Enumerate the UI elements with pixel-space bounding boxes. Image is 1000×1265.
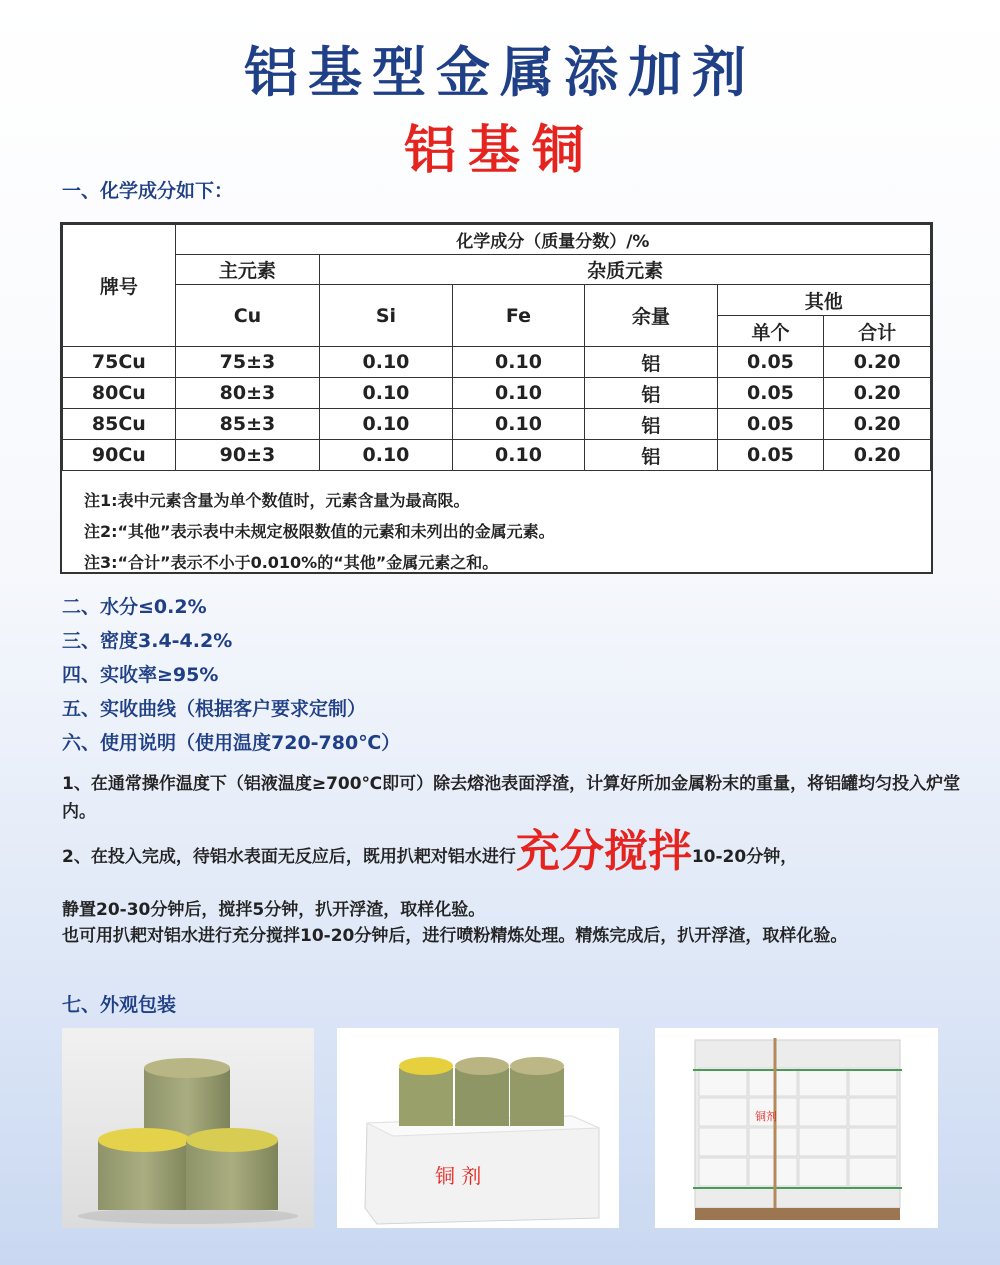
header-si: Si [320, 285, 453, 347]
cell-remainder: 铝 [585, 347, 717, 378]
header-fe: Fe [452, 285, 585, 347]
box-label: 铜 剂 [435, 1164, 482, 1188]
note-2: 注2:“其他”表示表中未规定极限数值的元素和未列出的金属元素。 [84, 522, 555, 541]
emphasis-stir: 充分搅拌 [515, 826, 692, 877]
header-impurity: 杂质元素 [320, 255, 931, 285]
header-single: 单个 [717, 316, 824, 347]
cell-si: 0.10 [320, 409, 453, 440]
table-row [63, 409, 931, 440]
cell-cu: 75±3 [175, 347, 320, 378]
cell-total: 0.20 [824, 409, 931, 440]
spec-recovery-curve: 五、实收曲线（根据客户要求定制） [62, 698, 367, 720]
cell-fe: 0.10 [452, 440, 585, 471]
header-cu: Cu [175, 285, 320, 347]
cell-cu: 80±3 [175, 378, 320, 409]
photo-pallet [655, 1028, 938, 1228]
spec-usage-heading: 六、使用说明（使用温度720-780℃） [62, 732, 401, 754]
cell-fe: 0.10 [452, 347, 585, 378]
spec-density: 三、密度3.4-4.2% [62, 630, 233, 652]
table-row [63, 347, 931, 378]
box-illustration [337, 1028, 619, 1228]
cell-fe: 0.10 [452, 378, 585, 409]
header-main-element: 主元素 [175, 255, 320, 285]
cell-total: 0.20 [824, 347, 931, 378]
cell-brand: 75Cu [63, 347, 176, 378]
spec-recovery-rate: 四、实收率≥95% [62, 664, 219, 686]
cell-remainder: 铝 [585, 409, 717, 440]
table-row [63, 440, 931, 471]
pallet-box-label: 铜剂 [755, 1110, 777, 1123]
cell-cu: 90±3 [175, 440, 320, 471]
cell-total: 0.20 [824, 440, 931, 471]
product-subtitle: 铝基铜 [403, 121, 596, 181]
cell-remainder: 铝 [585, 440, 717, 471]
cell-fe: 0.10 [452, 409, 585, 440]
header-remainder: 余量 [585, 285, 717, 347]
page-title: 铝基型金属添加剂 [244, 41, 756, 104]
header-brand: 牌号 [63, 225, 176, 347]
pallet-illustration [655, 1028, 938, 1228]
photo-stacked-ingots [62, 1028, 314, 1228]
step-2-text: 2、在投入完成，待铝水表面无反应后，既用扒耙对铝水进行 [62, 847, 516, 867]
photo-ingots-on-box [337, 1028, 619, 1228]
cell-single: 0.05 [717, 440, 824, 471]
section-heading-composition: 一、化学成分如下： [62, 180, 234, 202]
cell-brand: 85Cu [63, 409, 176, 440]
instruction-step-2-cont: 静置20-30分钟后，搅拌5分钟，扒开浮渣，取样化验。 [62, 900, 486, 920]
spec-moisture: 二、水分≤0.2% [62, 596, 207, 618]
note-3: 注3:“合计”表示不小于0.010%的“其他”金属元素之和。 [84, 553, 499, 572]
cell-remainder: 铝 [585, 378, 717, 409]
table-row [63, 378, 931, 409]
instruction-alternative: 也可用扒耙对铝水进行充分搅拌10-20分钟后，进行喷粉精炼处理。精炼完成后，扒开浮渣，取样化验。 [62, 926, 848, 946]
table-notes [62, 471, 931, 578]
cell-si: 0.10 [320, 440, 453, 471]
cell-single: 0.05 [717, 409, 824, 440]
cell-brand: 80Cu [63, 378, 176, 409]
cell-cu: 85±3 [175, 409, 320, 440]
cell-total: 0.20 [824, 378, 931, 409]
cell-si: 0.10 [320, 347, 453, 378]
cell-brand: 90Cu [63, 440, 176, 471]
note-1: 注1:表中元素含量为单个数值时，元素含量为最高限。 [84, 491, 470, 510]
cell-si: 0.10 [320, 378, 453, 409]
header-other: 其他 [717, 285, 930, 316]
instruction-step-2 [62, 826, 982, 877]
cell-single: 0.05 [717, 347, 824, 378]
composition-table [60, 222, 933, 574]
ingot-stack-illustration [62, 1028, 314, 1228]
cell-single: 0.05 [717, 378, 824, 409]
header-total: 合计 [824, 316, 931, 347]
header-composition: 化学成分（质量分数）/% [175, 225, 930, 255]
instruction-step-1: 1、在通常操作温度下（铝液温度≥700℃即可）除去熔池表面浮渣，计算好所加金属粉末的重量，将铝罐均匀投入炉堂内。 [62, 774, 961, 822]
section-heading-packaging: 七、外观包装 [62, 994, 177, 1016]
step-2-duration: 10-20分钟， [691, 847, 798, 867]
